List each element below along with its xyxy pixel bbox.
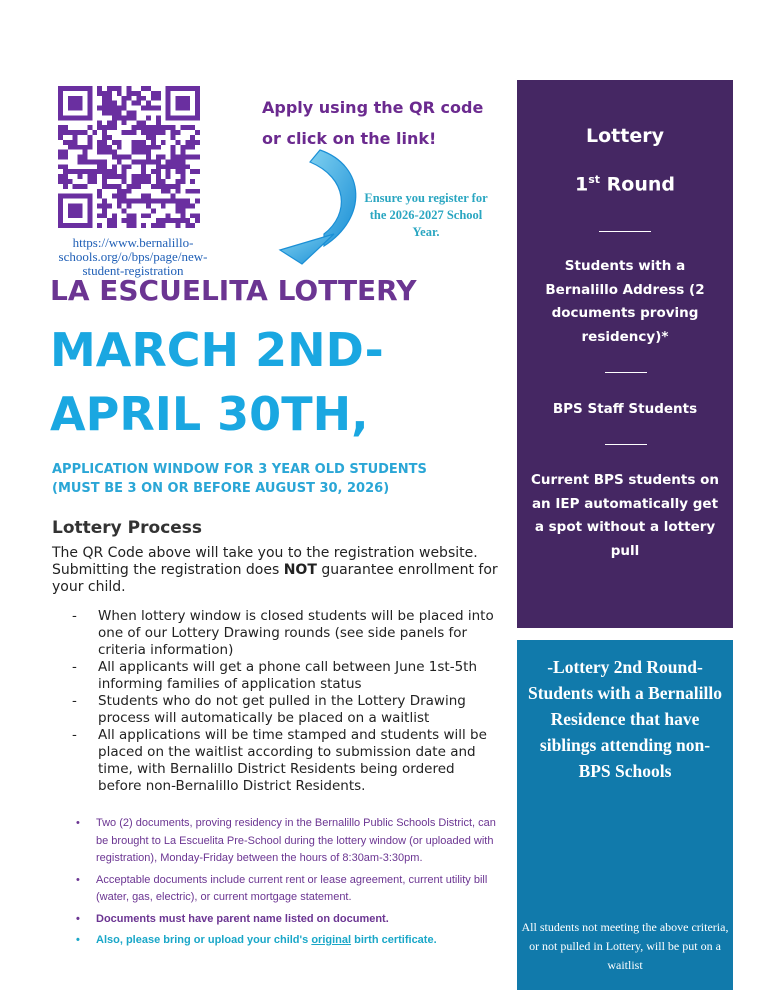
page-title: LA ESCUELITA LOTTERY: [50, 274, 417, 307]
intro-not: NOT: [283, 562, 317, 578]
divider: [599, 231, 651, 232]
documents-list: [72, 815, 502, 954]
second-round-panel: [517, 640, 733, 990]
doc-text: Also, please bring or upload your child's: [96, 934, 312, 946]
lottery-dates: [50, 318, 480, 446]
list-item: • Two (2) documents, proving residency in the Bernalillo Public Schools District, can be brought to La Escuelita Pre-School during the lottery window (or uploaded with registration), Monday-Friday between the hours of 8:30am-3:30pm.: [72, 815, 502, 868]
list-item: - When lottery window is closed students will be placed into one of our Lottery Drawing rounds (see side panels for criteria information): [72, 608, 502, 659]
apply-instruction: [262, 92, 512, 154]
process-list: [72, 608, 502, 795]
window-line-1: APPLICATION WINDOW FOR 3 YEAR OLD STUDENTS: [52, 462, 427, 477]
doc-original: original: [311, 934, 352, 946]
apply-line-2: or click on the link!: [262, 129, 437, 148]
apply-line-1: Apply using the QR code: [262, 98, 484, 117]
application-window: [52, 460, 502, 498]
waitlist-note: All students not meeting the above criteria, or not pulled in Lottery, will be put on a waitlist: [521, 920, 729, 972]
round-word: Round: [600, 173, 675, 196]
qr-code[interactable]: [58, 86, 200, 228]
list-item: - All applications will be time stamped and students will be placed on the waitlist according to submission date and time, with Bernalillo District Residents being ordered before non-Bernalillo District Residents.: [72, 727, 502, 795]
round-label: [517, 173, 733, 195]
panel-title: Lottery: [586, 125, 664, 147]
list-item: [72, 932, 502, 950]
second-round-criteria: -Lottery 2nd Round- Students with a Bernalillo Residence that have siblings attending non- BPS Schools: [528, 657, 722, 781]
criteria-iep: Current BPS students on an IEP automatically get a spot without a lottery pull: [531, 472, 719, 559]
first-round-panel: [517, 80, 733, 628]
list-item: - All applicants will get a phone call between June 1st-5th informing families of application status: [72, 659, 502, 693]
list-item: • Documents must have parent name listed on document.: [72, 911, 502, 929]
registration-link[interactable]: https://www.bernalillo-schools.org/o/bps/page/new-student-registration: [58, 235, 208, 278]
dates-line-1: MARCH 2ND-: [50, 323, 384, 377]
process-intro: [52, 545, 502, 596]
doc-text-end: birth certificate.: [351, 934, 437, 946]
process-heading: Lottery Process: [52, 518, 203, 538]
list-item: - Students who do not get pulled in the Lottery Drawing process will automatically be placed on a waitlist: [72, 693, 502, 727]
curved-arrow-icon: [262, 148, 372, 280]
intro-text: The QR Code above will take you to the registration website. Submitting the registration does: [52, 545, 478, 578]
round-number: 1: [575, 173, 589, 196]
round-suffix: st: [588, 173, 601, 186]
window-line-2: (MUST BE 3 ON OR BEFORE AUGUST 30, 2026): [52, 481, 390, 496]
divider: [605, 444, 647, 445]
dates-line-2: APRIL 30TH,: [50, 387, 369, 441]
divider: [605, 372, 647, 373]
intro-text-end: guarantee enrollment for your child.: [52, 562, 498, 595]
criteria-staff: BPS Staff Students: [552, 401, 698, 417]
criteria-address: Students with a Bernalillo Address (2 documents proving residency)*: [545, 258, 705, 345]
list-item: • Acceptable documents include current rent or lease agreement, current utility bill (water, gas, electric), or current mortgage statement.: [72, 872, 502, 907]
ensure-note: Ensure you register for the 2026-2027 School Year.: [364, 191, 488, 239]
